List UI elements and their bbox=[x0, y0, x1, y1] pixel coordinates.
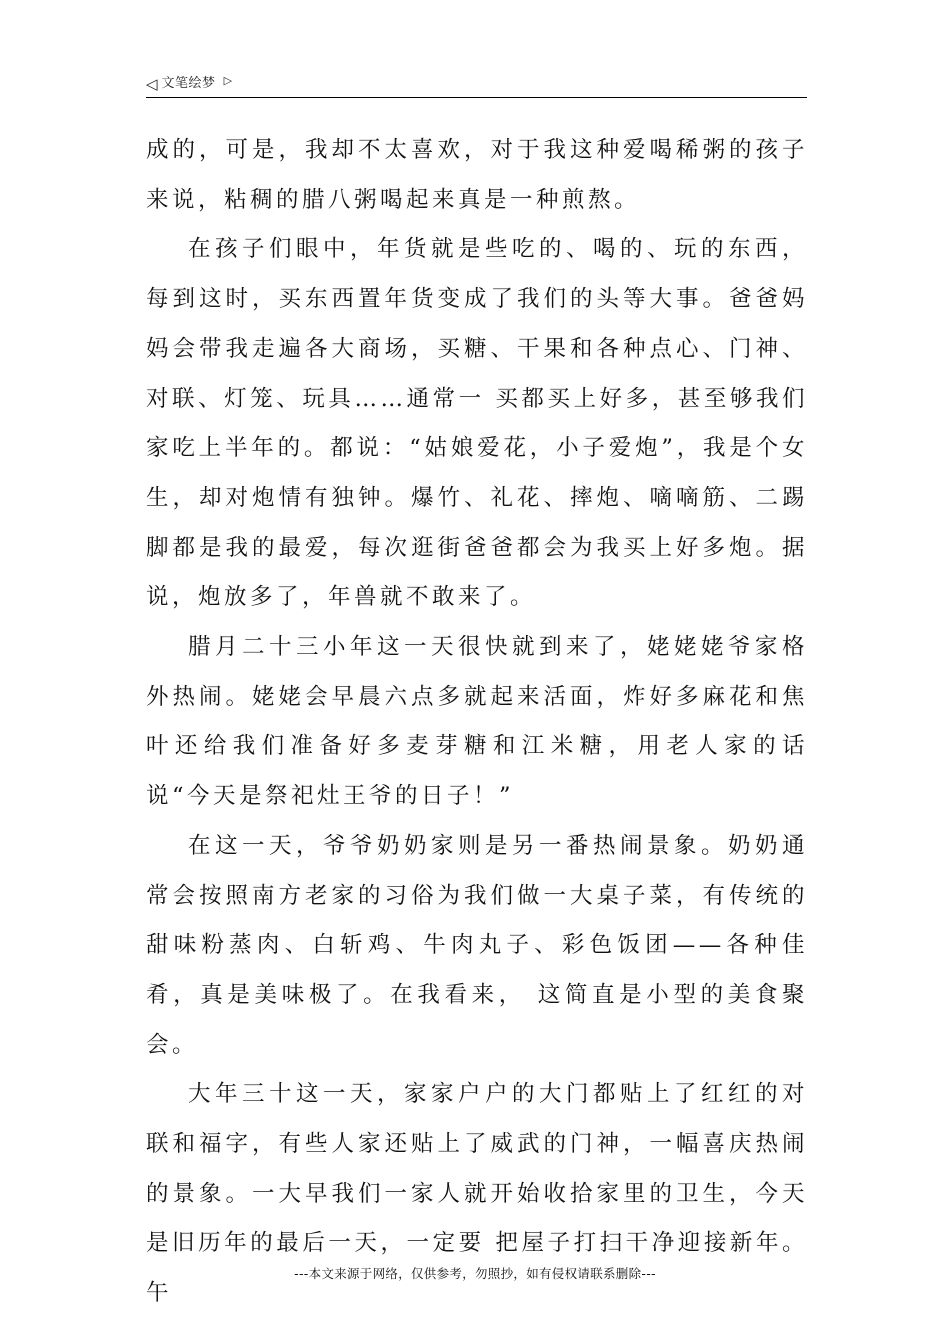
triangle-right-icon: ▷ bbox=[223, 74, 233, 87]
paragraph: 成的，可是，我却不太喜欢，对于我这种爱喝稀粥的孩子来说，粘稠的腊八粥喝起来真是一种煎熬。 bbox=[146, 137, 808, 213]
footer-disclaimer: ---本文来源于网络，仅供参考，勿照抄，如有侵权请联系删除--- bbox=[294, 1266, 656, 1281]
brand-label: 文笔绘梦 bbox=[161, 76, 216, 91]
paragraph: 在孩子们眼中，年货就是些吃的、喝的、玩的东西，每到这时，买东西置年货变成了我们的头等大事。爸爸妈妈会带我走遍各大商场，买糖、干果和各种点心、门神、对联、灯笼、玩具……通常一 买都买上好多，甚至够我们家吃上半年的。都说：“姑娘爱花，小子爱炮”，我是个女生，却对炮情有独钟。爆竹、礼花、摔炮、嘀嘀筋、二踢脚都是我的最爱，每次逛街爸爸都会为我买上好多炮。据说，炮放多了，年兽就不敢来了。 bbox=[146, 236, 808, 611]
paragraph: 在这一天，爷爷奶奶家则是另一番热闹景象。奶奶通常会按照南方老家的习俗为我们做一大桌子菜，有传统的甜味粉蒸肉、白斩鸡、牛肉丸子、彩色饭团——各种佳肴，真是美味极了。在我看来， 这简直是小型的美食聚会。 bbox=[146, 832, 808, 1058]
paragraph: 腊月二十三小年这一天很快就到来了，姥姥姥爷家格外热闹。姥姥会早晨六点多就起来活面，炸好多麻花和焦叶还给我们准备好多麦芽糖和江米糖，用老人家的话说“今天是祭祀灶王爷的日子！” bbox=[146, 634, 808, 810]
header-divider bbox=[146, 97, 807, 98]
document-body bbox=[146, 126, 808, 1319]
paragraph: 大年三十这一天，家家户户的大门都贴上了红红的对联和福字，有些人家还贴上了威武的门神，一幅喜庆热闹的景象。一大早我们一家人就开始收拾家里的卫生，今天是旧历年的最后一天，一定要 把屋子打扫干净迎接新年。午 bbox=[146, 1081, 808, 1307]
page-header bbox=[146, 72, 806, 96]
triangle-left-icon: ◁ bbox=[146, 75, 158, 93]
